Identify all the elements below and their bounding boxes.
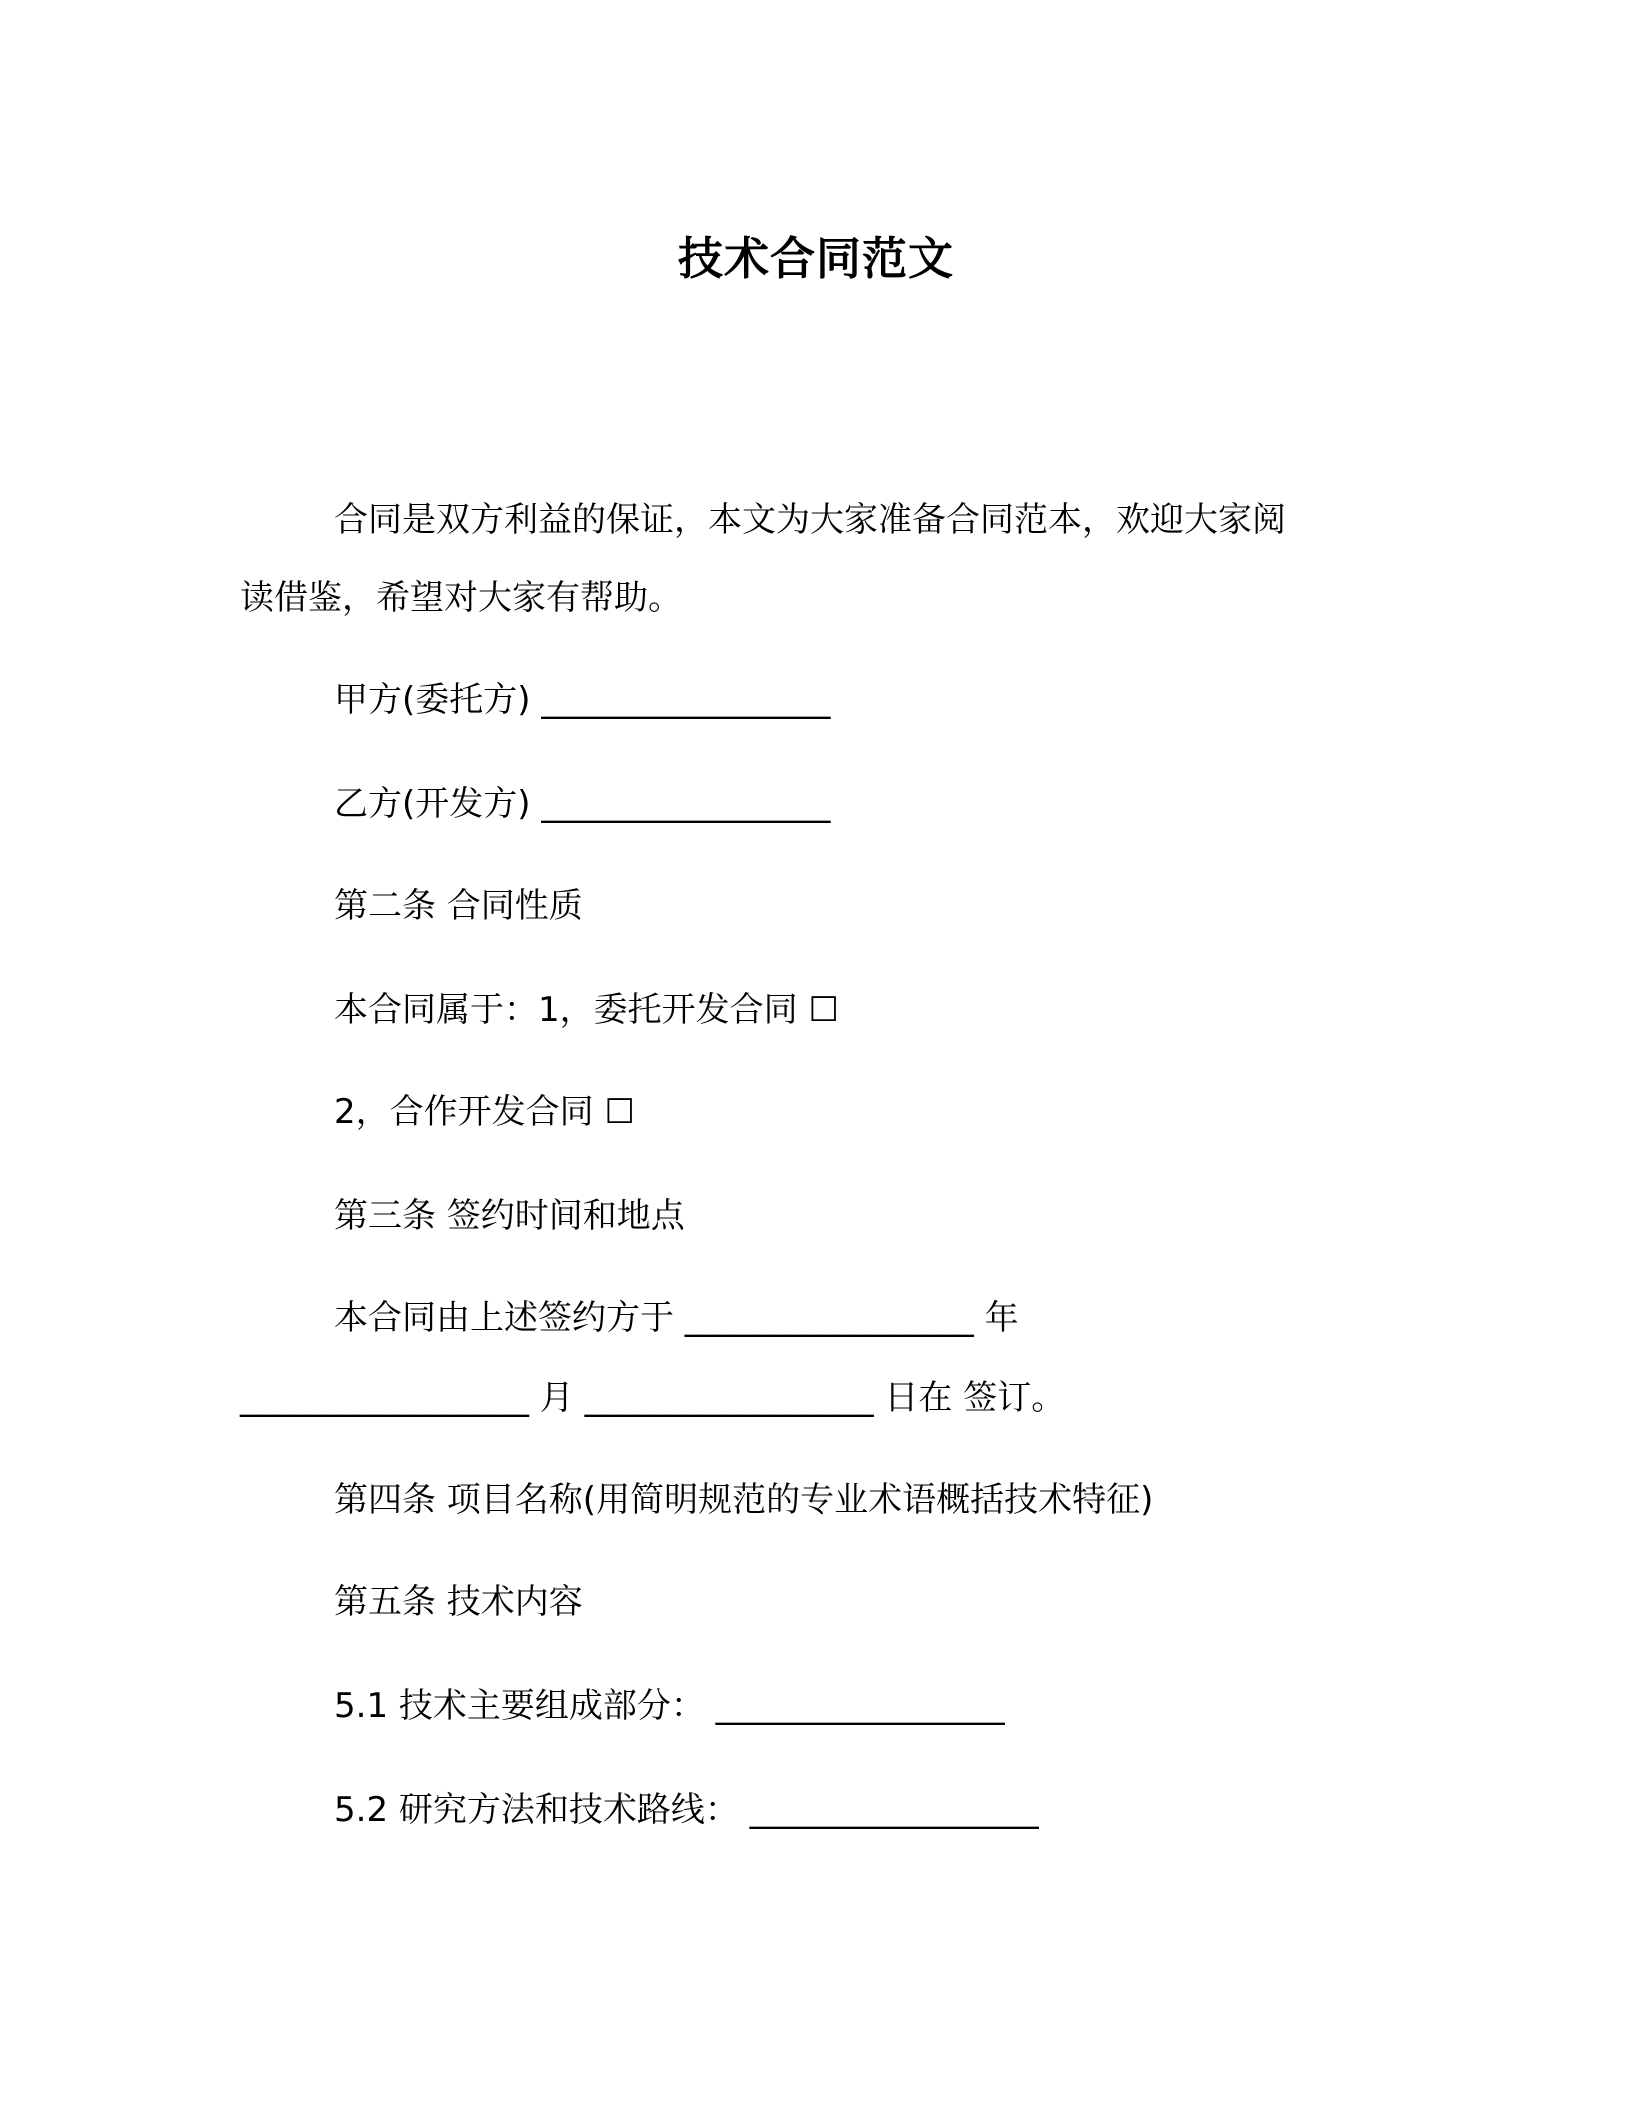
- contract-type-option-2: 2，合作开发合同 ☐: [334, 1092, 635, 1132]
- article-2-heading: 第二条 合同性质: [334, 886, 583, 926]
- clause-5-1: 5.1 技术主要组成部分： _________________: [334, 1686, 1005, 1726]
- article-4-heading: 第四条 项目名称(用简明规范的专业术语概括技术特征): [334, 1480, 1154, 1520]
- article-5-heading: 第五条 技术内容: [334, 1582, 583, 1622]
- signing-date-line-1: 本合同由上述签约方于 _________________ 年: [334, 1298, 1019, 1338]
- party-b-line: 乙方(开发方) _________________: [334, 784, 831, 824]
- article-3-heading: 第三条 签约时间和地点: [334, 1196, 685, 1236]
- signing-date-line-2: _________________ 月 _________________ 日在 签订。: [240, 1378, 1066, 1418]
- party-a-line: 甲方(委托方) _________________: [334, 680, 831, 720]
- document-title: 技术合同范文: [677, 232, 954, 285]
- clause-5-2: 5.2 研究方法和技术路线： _________________: [334, 1790, 1039, 1830]
- intro-line-2: 读借鉴，希望对大家有帮助。: [240, 578, 682, 618]
- contract-type-option-1: 本合同属于：1，委托开发合同 ☐: [334, 990, 839, 1030]
- intro-line-1: 合同是双方利益的保证，本文为大家准备合同范本，欢迎大家阅: [334, 500, 1286, 540]
